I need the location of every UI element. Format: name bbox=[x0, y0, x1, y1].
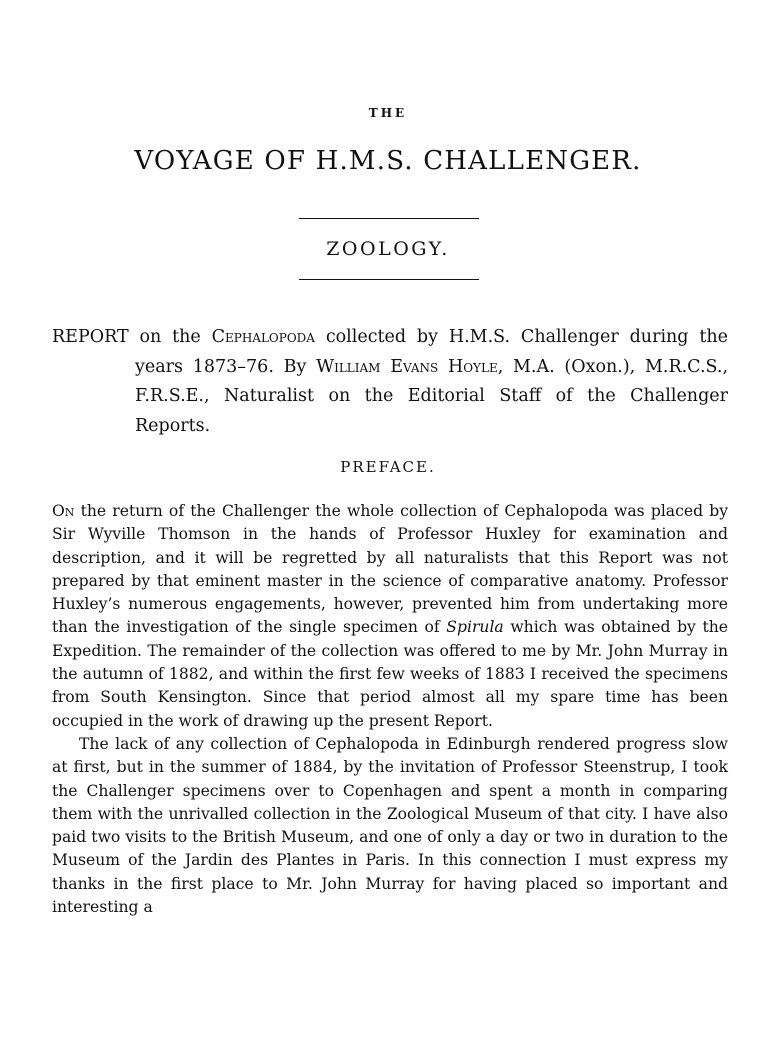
report-subject: Cephalopoda bbox=[211, 327, 315, 347]
divider-top bbox=[299, 218, 479, 219]
divider-bottom bbox=[299, 279, 479, 280]
preface-body bbox=[52, 500, 728, 919]
genus-name: Spirula bbox=[446, 618, 504, 637]
preface-heading: PREFACE. bbox=[340, 458, 436, 476]
report-author: William Evans Hoyle bbox=[316, 356, 498, 377]
preface-paragraph-2: The lack of any collection of Cephalopoda in Edinburgh rendered progress slow at first, but in the summer of 1884, by the invitation of Professor Steenstrup, I took the Challenger specimens over to Copenhagen and spent a month in comparing them with the unrivalled collection in the Zoological Museum of that city. I have also paid two visits to the British Museum, and one of only a day or two in duration to the Museum of the Jardin des Plantes in Paris. In this connection I must express my thanks in the first place to Mr. John Murray for having placed so important and interesting a bbox=[52, 734, 728, 917]
preface-paragraph-1: On the return of the Challenger the whole collection of Cephalopoda was placed by Sir Wyville Thomson in the hands of Professor Huxley for examination and description, and it will be regretted by all naturalists that this Report was not prepared by that eminent master in the science of comparative anatomy. Professor Huxley’s numerous engagements, however, prevented him from undertaking more than the investigation of the single specimen of Spirula which was obtained by the Expedition. The remainder of the collection was offered to me by Mr. John Murray in the autumn of 1882, and within the first few weeks of 1883 I received the specimens from South Kensington. Since that period almost all my spare time has been occupied in the work of drawing up the present Report. bbox=[52, 502, 728, 730]
report-lead: REPORT bbox=[52, 327, 129, 347]
report-statement: REPORT on the Cephalopoda collected by H.M.S. Challenger during the years 1873–76. By William Evans Hoyle, M.A. (Oxon.), M.R.C.S., F.R.S.E., Naturalist on the Editorial Staff of the Challenger Reports. bbox=[52, 327, 729, 436]
series-prefix: THE bbox=[368, 106, 408, 120]
section-title: ZOOLOGY. bbox=[326, 238, 450, 260]
page-title: VOYAGE OF H.M.S. CHALLENGER. bbox=[134, 146, 642, 176]
